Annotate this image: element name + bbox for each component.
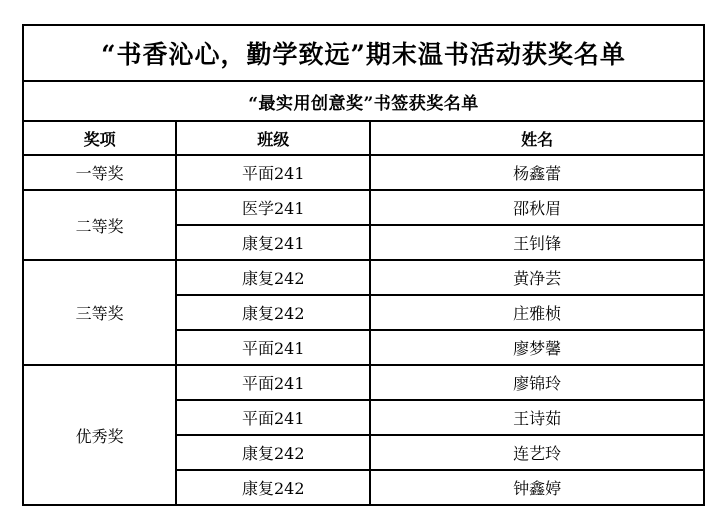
award-list-table <box>22 24 705 506</box>
table-row <box>23 260 704 295</box>
student-name: 钟鑫婷 <box>370 470 704 505</box>
student-name: 庄雅桢 <box>370 295 704 330</box>
award-group-label: 三等奖 <box>23 260 176 365</box>
student-class: 平面241 <box>176 330 370 365</box>
student-name: 连艺玲 <box>370 435 704 470</box>
student-name: 王诗茹 <box>370 400 704 435</box>
student-class: 平面241 <box>176 400 370 435</box>
student-name: 杨鑫蕾 <box>370 155 704 190</box>
student-class: 康复242 <box>176 435 370 470</box>
column-header-award: 奖项 <box>23 121 176 155</box>
student-name: 黄净芸 <box>370 260 704 295</box>
award-group-label: 一等奖 <box>23 155 176 190</box>
student-class: 康复242 <box>176 295 370 330</box>
table-row <box>23 365 704 400</box>
table-header-row <box>23 121 704 155</box>
table-row <box>23 155 704 190</box>
student-class: 医学241 <box>176 190 370 225</box>
table-row <box>23 190 704 225</box>
student-name: 廖锦玲 <box>370 365 704 400</box>
student-class: 康复241 <box>176 225 370 260</box>
column-header-name: 姓名 <box>370 121 704 155</box>
table-subtitle-row <box>23 81 704 121</box>
student-name: 邵秋眉 <box>370 190 704 225</box>
award-group-label: 二等奖 <box>23 190 176 260</box>
student-name: 廖梦馨 <box>370 330 704 365</box>
student-class: 康复242 <box>176 260 370 295</box>
table-title-row <box>23 25 704 81</box>
award-group-label: 优秀奖 <box>23 365 176 505</box>
column-header-class: 班级 <box>176 121 370 155</box>
student-class: 平面241 <box>176 155 370 190</box>
student-class: 平面241 <box>176 365 370 400</box>
document-title: “书香沁心，勤学致远”期末温书活动获奖名单 <box>23 25 704 81</box>
student-class: 康复242 <box>176 470 370 505</box>
document-subtitle: “最实用创意奖”书签获奖名单 <box>23 81 704 121</box>
student-name: 王钊锋 <box>370 225 704 260</box>
